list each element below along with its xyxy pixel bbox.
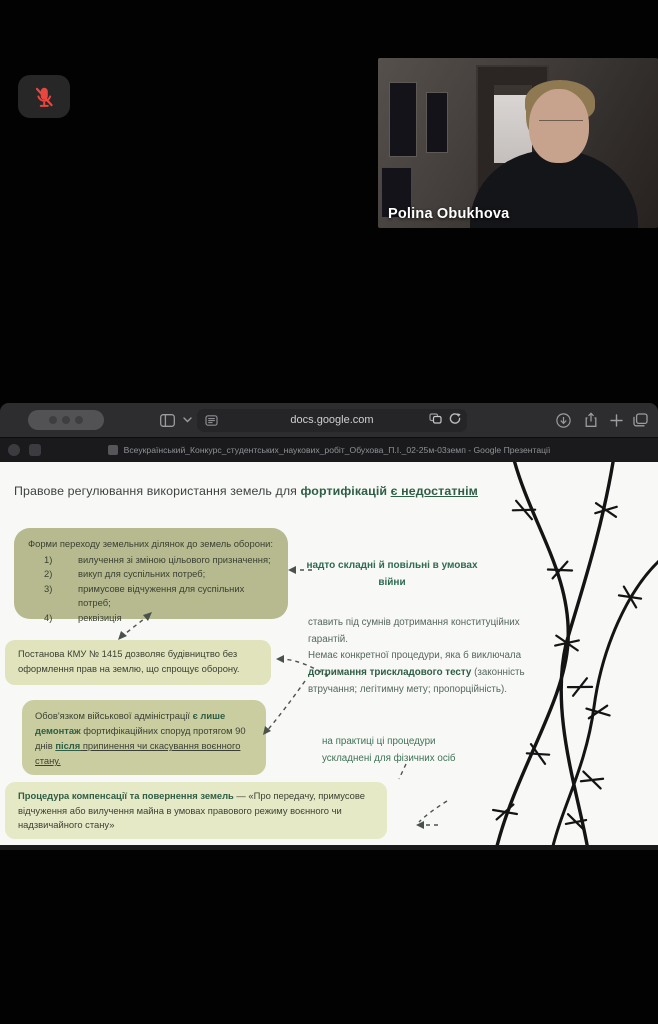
- compensation-procedure-box: Процедура компенсації та повернення земель — «Про передачу, примусове відчуження або вилучення майна в умовах правового режиму воєнного чи надзвичайного стану»: [5, 782, 387, 839]
- reader-icon: [205, 415, 218, 426]
- participant-video-tile[interactable]: [378, 58, 658, 228]
- presentation-slide: [0, 462, 658, 845]
- page-options-button[interactable]: [429, 413, 442, 427]
- tab-favicon-icon: [108, 445, 118, 455]
- window-controls-pill[interactable]: [28, 410, 104, 430]
- resolution-1415-box: Постанова КМУ № 1415 дозволяє будівництво без оформлення прав на землю, що спрощує оборону.: [5, 640, 271, 685]
- share-icon: [584, 412, 598, 428]
- share-button[interactable]: [581, 403, 601, 437]
- new-tab-button[interactable]: [606, 403, 626, 437]
- reload-icon: [449, 412, 461, 425]
- browser-toolbar: [0, 403, 658, 437]
- safari-window: [0, 403, 658, 850]
- sidebar-icon: [160, 414, 175, 427]
- note-practice: на практиці ці процедури ускладнені для фізичних осіб: [322, 736, 456, 764]
- reload-button[interactable]: [449, 412, 461, 428]
- sidebar-toggle-button[interactable]: [156, 403, 178, 437]
- dismantling-obligation-box: Обов'язком військової адміністрації є лише демонтаж фортифікаційних споруд протягом 90 днів після припинення чи скасування воєнного стану.: [22, 700, 266, 775]
- pinned-tab-icon[interactable]: [8, 444, 20, 456]
- sidebar-menu-chevron[interactable]: [180, 403, 194, 437]
- downloads-button[interactable]: [553, 403, 573, 437]
- tab-overview-icon: [633, 413, 648, 427]
- active-tab[interactable]: [108, 445, 551, 455]
- wall-picture: [426, 92, 448, 153]
- tab-title: Всеукраїнський_Конкурс_студентських_наукових_робіт_Обухова_П.І._02-25м-03земп - Google Презентації: [123, 445, 551, 455]
- participant-name-label: Polina Obukhova: [388, 206, 510, 222]
- mute-button[interactable]: [18, 75, 70, 118]
- pinned-tab-icon[interactable]: [29, 444, 41, 456]
- wall-picture: [389, 82, 417, 157]
- plus-icon: [610, 414, 623, 427]
- constitutional-guarantees-paragraph: ставить під сумнів дотримання конституційних гарантій. Немає конкретної процедури, яка б виключала дотримання трискладового тесту (законність втручання; легітимну мету; пропорційність).: [308, 617, 525, 695]
- address-bar[interactable]: [197, 409, 467, 432]
- reader-button[interactable]: [205, 409, 218, 432]
- forms-list: 1) вилучення зі зміною цільового призначення; 2) викуп для суспільних потреб; 3) примусове відчуження для суспільних потреб; 4) реквізиція: [44, 553, 271, 623]
- window-bottom-edge: [0, 845, 658, 850]
- overlapping-squares-icon: [429, 413, 442, 424]
- person-face: [529, 89, 589, 163]
- note-too-complex: надто складні й повільні в умовах війни: [306, 560, 478, 588]
- chevron-down-icon: [183, 417, 192, 423]
- tab-bar: [0, 437, 658, 462]
- forms-of-transfer-box: [14, 528, 288, 623]
- muted-mic-icon: [31, 84, 57, 110]
- download-icon: [556, 413, 571, 428]
- person-glasses: [539, 111, 583, 121]
- tab-overview-button[interactable]: [629, 403, 651, 437]
- slide-title: Правове регулювання використання земель для фортифікацій є недостатнім: [14, 484, 478, 498]
- url-text: docs.google.com: [290, 414, 374, 426]
- forms-intro: Форми переходу земельних ділянок до земель оборони:: [28, 538, 273, 549]
